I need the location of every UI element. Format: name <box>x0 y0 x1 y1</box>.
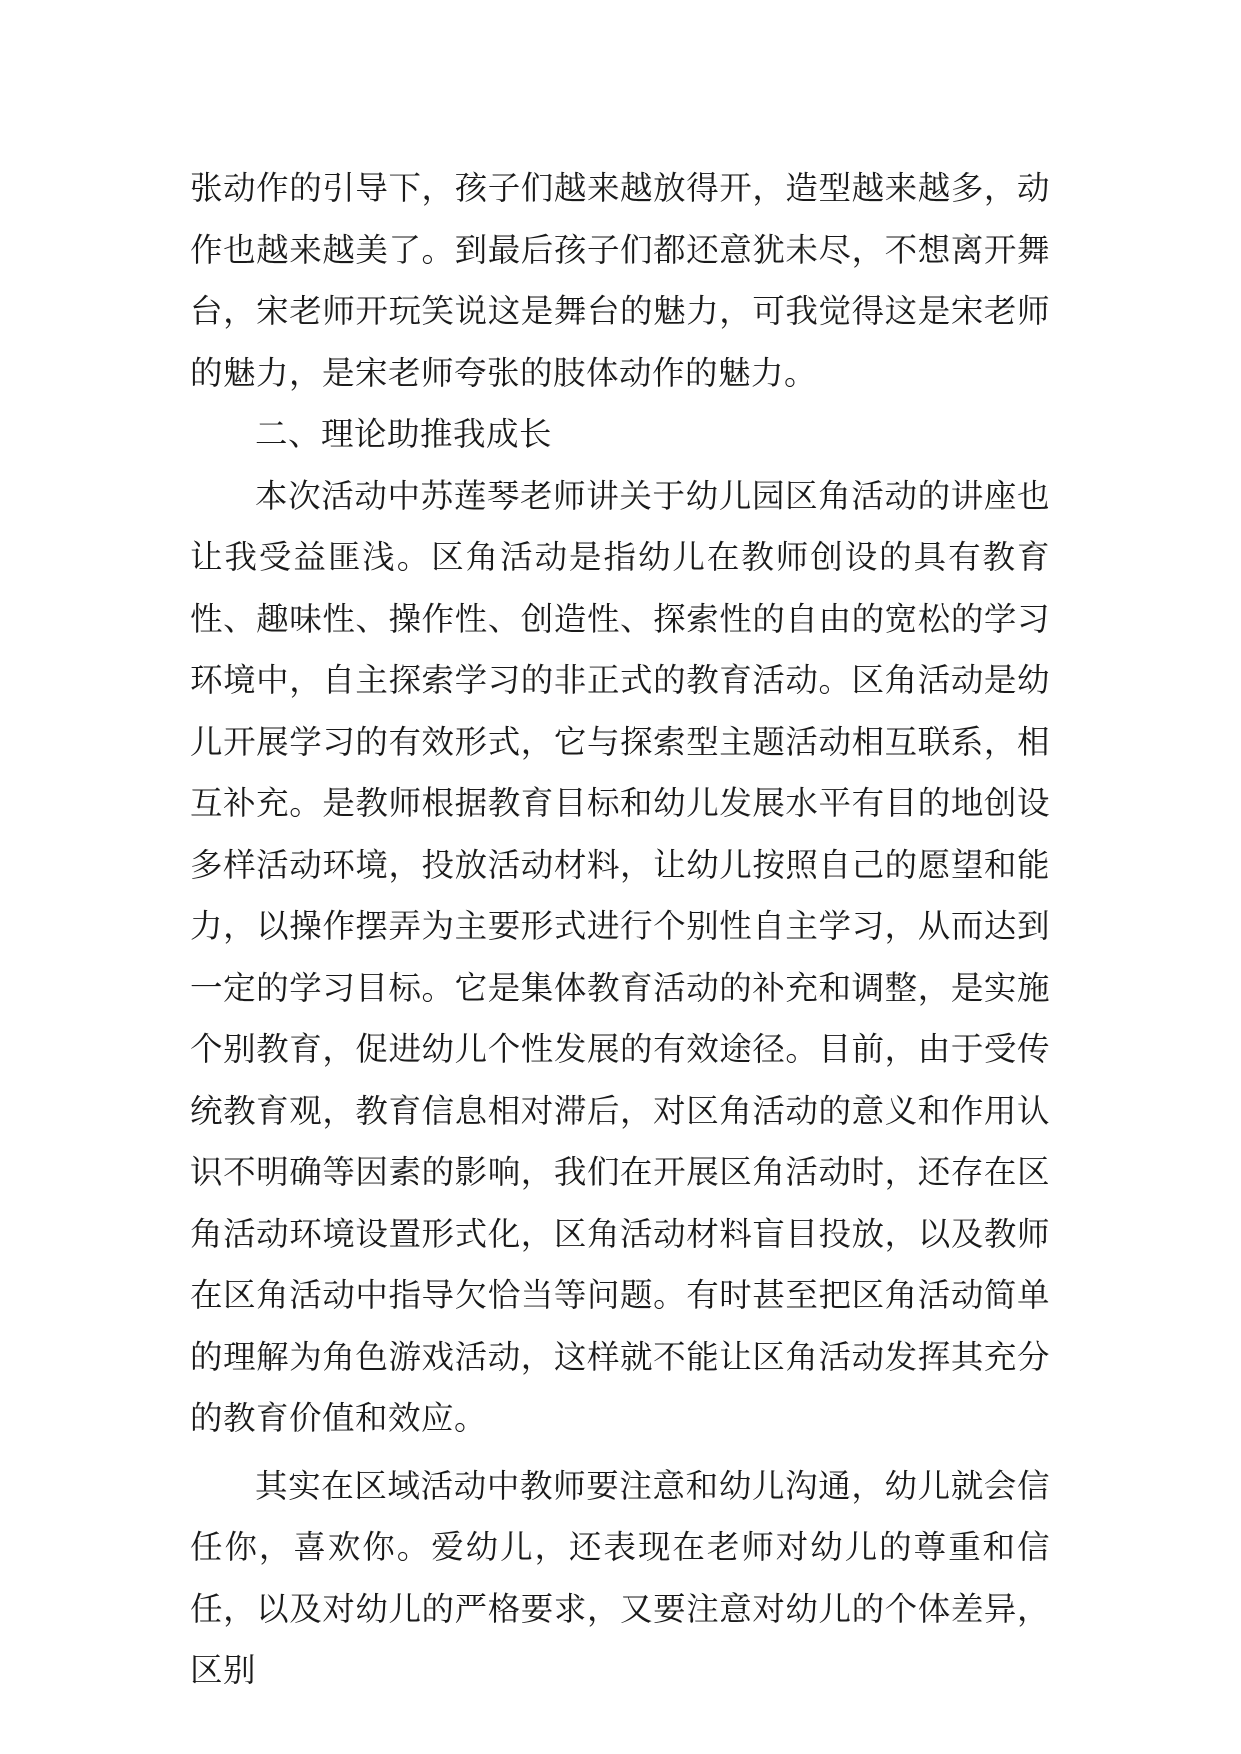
paragraph-continued: 张动作的引导下，孩子们越来越放得开，造型越来越多，动作也越来越美了。到最后孩子们都还意犹未尽，不想离开舞台，宋老师开玩笑说这是舞台的魅力，可我觉得这是宋老师的魅力，是宋老师夸张的肢体动作的魅力。 <box>190 169 1050 392</box>
section-heading: 二、理论助推我成长 <box>255 415 553 453</box>
document-body <box>190 158 1050 1702</box>
paragraph-corner-activities: 本次活动中苏莲琴老师讲关于幼儿园区角活动的讲座也让我受益匪浅。区角活动是指幼儿在教师创设的具有教育性、趣味性、操作性、创造性、探索性的自由的宽松的学习环境中，自主探索学习的非正式的教育活动。区角活动是幼儿开展学习的有效形式，它与探索型主题活动相互联系，相互补充。是教师根据教育目标和幼儿发展水平有目的地创设多样活动环境，投放活动材料，让幼儿按照自己的愿望和能力，以操作摆弄为主要形式进行个别性自主学习，从而达到一定的学习目标。它是集体教育活动的补充和调整，是实施个别教育，促进幼儿个性发展的有效途径。目前，由于受传统教育观，教育信息相对滞后，对区角活动的意义和作用认识不明确等因素的影响，我们在开展区角活动时，还存在区角活动环境设置形式化，区角活动材料盲目投放，以及教师在区角活动中指导欠恰当等问题。有时甚至把区角活动简单的理解为角色游戏活动，这样就不能让区角活动发挥其充分的教育价值和效应。 <box>190 476 1050 1437</box>
paragraph-communication: 其实在区域活动中教师要注意和幼儿沟通，幼儿就会信任你，喜欢你。爱幼儿，还表现在老师对幼儿的尊重和信任，以及对幼儿的严格要求，又要注意对幼儿的个体差异，区别 <box>190 1466 1050 1689</box>
